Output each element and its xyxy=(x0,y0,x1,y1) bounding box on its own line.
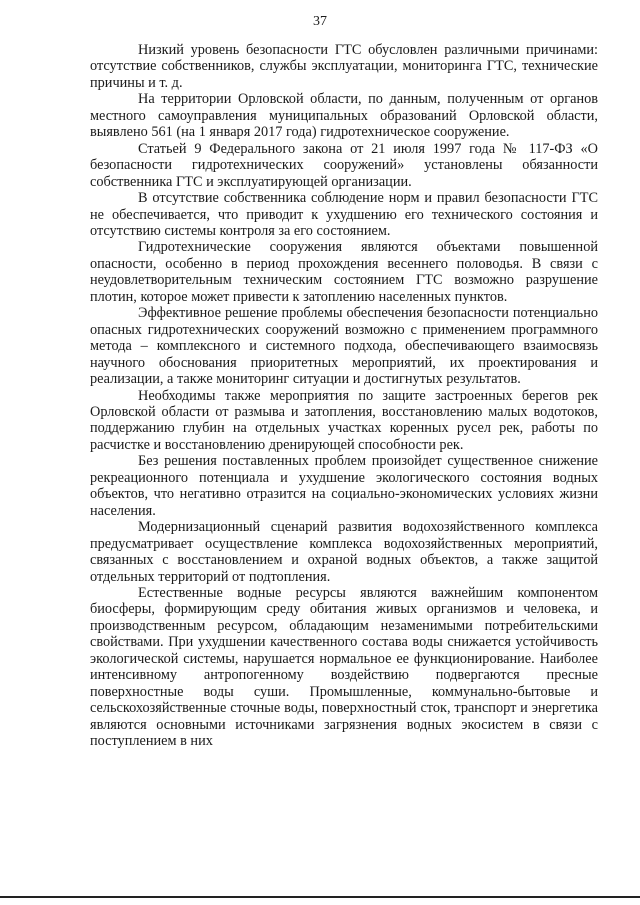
bottom-border-line xyxy=(0,896,640,898)
paragraph-program-method: Эффективное решение проблемы обеспечения безопасности потенциально опасных гидротехнических сооружений возможно с применением программного метода – комплексного и системного подхода, обеспечивающего взаимосвязь научного обоснования приоритетных мероприятий, их проектирования и реализации, а также мониторинг ситуации и достигнутых результатов. xyxy=(90,305,598,388)
paragraph-consequences: Без решения поставленных проблем произойдет существенное снижение рекреационного потенциала и ухудшение экологического состояния водных объектов, что негативно отразится на социально-экономических условиях жизни населения. xyxy=(90,453,598,519)
paragraph-modernization: Модернизационный сценарий развития водохозяйственного комплекса предусматривает осуществление комплекса водохозяйственных мероприятий, связанных с восстановлением и охраной водных объектов, а также защитой отдельных территорий от подтопления. xyxy=(90,519,598,585)
paragraph-federal-law: Статьей 9 Федерального закона от 21 июля 1997 года № 117-ФЗ «О безопасности гидротехнических сооружений» установлены обязанности собственника ГТС и эксплуатирующей организации. xyxy=(90,140,598,190)
page-number: 37 xyxy=(313,14,327,29)
paragraph-water-resources: Естественные водные ресурсы являются важнейшим компонентом биосферы, формирующим среду обитания живых организмов и человека, и производственным ресурсом, обладающим незаменимыми потребительскими свойствами. При ухудшении качественного состава воды снижается устойчивость экологической системы, нарушается нормальное ее функционирование. Наиболее интенсивному антропогенному воздействию подвергаются пресные поверхностные воды суши. Промышленные, коммунально-бытовые и сельскохозяйственные сточные воды, поверхностный сток, транспорт и энергетика являются основными источниками загрязнения водных экосистем в связи с поступлением в них xyxy=(90,584,598,750)
paragraph-gts-safety-level: Низкий уровень безопасности ГТС обусловлен различными причинами: отсутствие собственников, службы эксплуатации, мониторинга ГТС, технические причины и т. д. xyxy=(90,42,598,91)
document-body xyxy=(90,42,598,749)
paragraph-owner-absence: В отсутствие собственника соблюдение норм и правил безопасности ГТС не обеспечивается, что приводит к ухудшению его технического состояния и отсутствию системы контроля за его состоянием. xyxy=(90,190,598,239)
paragraph-hazard: Гидротехнические сооружения являются объектами повышенной опасности, особенно в период прохождения весеннего половодья. В связи с неудовлетворительным техническим состоянием ГТС возможно разрушение плотин, которое может привести к затоплению населенных пунктов. xyxy=(90,239,598,305)
paragraph-orel-region-count: На территории Орловской области, по данным, полученным от органов местного самоуправления муниципальных образований Орловской области, выявлено 561 (на 1 января 2017 года) гидротехническое сооружение. xyxy=(90,91,598,141)
paragraph-riverbank-protection: Необходимы также мероприятия по защите застроенных берегов рек Орловской области от размыва и затопления, восстановлению малых водотоков, поддержанию глубин на отдельных участках коренных русел рек, работы по расчистке и восстановлению дренирующей способности рек. xyxy=(90,387,598,453)
